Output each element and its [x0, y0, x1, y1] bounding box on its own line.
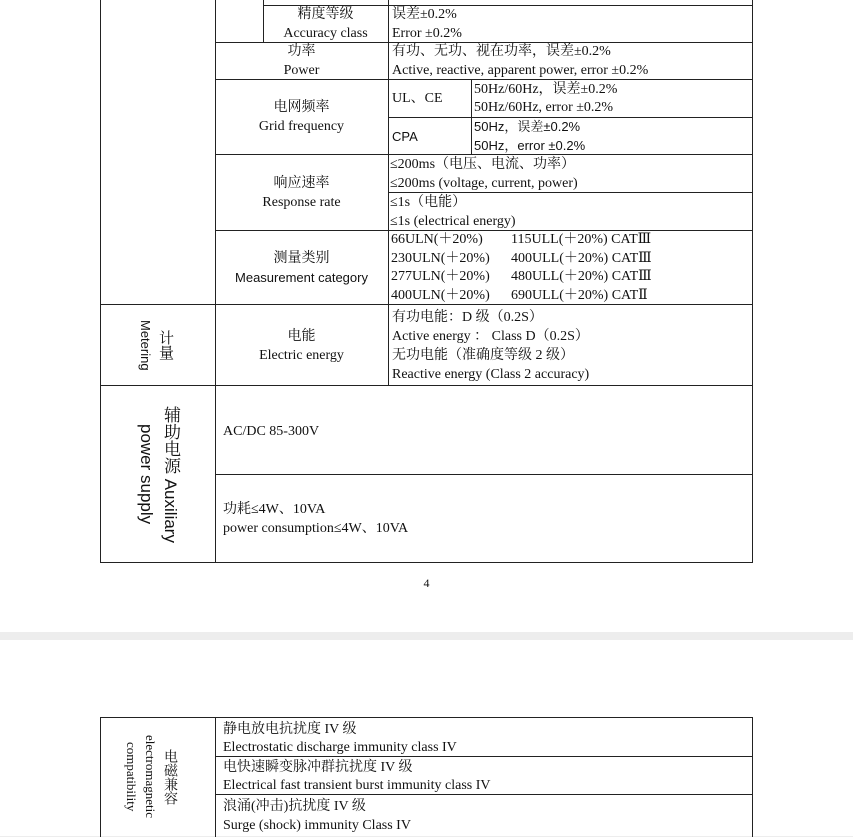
emc-row-en: Electrical fast transient burst immunity class IV — [223, 778, 491, 793]
energy-line: 有功电能：D 级（0.2S） — [392, 310, 543, 325]
metering-section-label — [135, 305, 175, 385]
table-line — [100, 562, 752, 563]
measurement-uln: 400ULN(＋20%) — [391, 288, 490, 303]
grid-label-en: Grid frequency — [258, 119, 345, 134]
energy-line: Reactive energy (Class 2 accuracy) — [392, 367, 590, 382]
emc-row-cn: 浪涌(冲击)抗扰度 IV 级 — [223, 799, 366, 814]
document-page-5 — [0, 640, 853, 836]
table-line — [388, 0, 389, 386]
energy-line: Active energy ： Class D（0.2S） — [392, 329, 589, 344]
accuracy-label-cn: 精度等级 — [297, 7, 354, 22]
power-value-en: Active, reactive, apparent power, error ±0.2% — [392, 63, 649, 78]
emc-row-en: Electrostatic discharge immunity class IV — [223, 740, 457, 755]
table-line — [100, 717, 101, 837]
measurement-label-cn: 测量类别 — [273, 251, 330, 266]
aux-consumption-cn: 功耗≤4W、10VA — [223, 502, 326, 517]
response-v1-cn: ≤200ms（电压、电流、功率） — [390, 157, 576, 172]
emc-row-en: Surge (shock) immunity Class IV — [223, 818, 411, 833]
measurement-ull: 115ULL(＋20%) CATⅢ — [511, 232, 652, 247]
accuracy-label-en: Accuracy class — [283, 26, 368, 41]
grid-cpa-value-en: 50Hz，error ±0.2% — [474, 138, 586, 153]
aux-consumption-en: power consumption≤4W、10VA — [223, 521, 409, 536]
aux-section-label — [128, 386, 188, 562]
emc-section-en2: compatibility — [124, 742, 139, 812]
table-line — [471, 79, 472, 155]
response-label-cn: 响应速率 — [273, 176, 330, 191]
measurement-label-en: Measurement category — [235, 270, 368, 285]
grid-cpa-value-cn: 50Hz，误差±0.2% — [474, 119, 581, 134]
emc-section-label — [122, 718, 179, 836]
table-line — [752, 0, 753, 563]
table-line — [100, 0, 101, 563]
response-v2-en: ≤1s (electrical energy) — [390, 214, 516, 229]
accuracy-value-cn: 误差±0.2% — [392, 7, 457, 22]
emc-section-en1: electromagnetic — [143, 735, 158, 819]
response-label-en: Response rate — [262, 195, 341, 210]
grid-cpa-label: CPA — [392, 129, 418, 144]
table-line — [100, 385, 752, 386]
emc-row-cn: 静电放电抗扰度 IV 级 — [223, 722, 357, 737]
aux-voltage: AC/DC 85-300V — [223, 424, 320, 439]
metering-section-cn: 计量 — [157, 330, 173, 360]
response-v2-cn: ≤1s（电能） — [390, 195, 467, 210]
grid-ul-value-cn: 50Hz/60Hz，误差±0.2% — [474, 82, 618, 97]
energy-line: 无功电能（准确度等级 2 级） — [392, 348, 574, 363]
table-line — [752, 717, 753, 837]
power-label-cn: 功率 — [287, 44, 316, 59]
emc-section-cn: 电磁兼容 — [162, 749, 177, 805]
measurement-uln: 230ULN(＋20%) — [391, 251, 490, 266]
power-value-cn: 有功、无功、视在功率，误差±0.2% — [392, 44, 611, 59]
aux-section-cn: 辅助电源 Auxiliary — [161, 405, 180, 543]
measurement-ull: 400ULL(＋20%) CATⅢ — [511, 251, 652, 266]
metering-section-en: Metering — [138, 319, 153, 371]
energy-label-en: Electric energy — [259, 348, 344, 363]
grid-label-cn: 电网频率 — [273, 100, 330, 115]
aux-section-en: power supply — [137, 423, 156, 525]
emc-row-cn: 电快速瞬变脉冲群抗扰度 IV 级 — [223, 760, 413, 775]
measurement-ull: 690ULL(＋20%) CATⅡ — [511, 288, 648, 303]
accuracy-value-en: Error ±0.2% — [392, 26, 462, 41]
page-number: 4 — [423, 576, 430, 590]
measurement-uln: 66ULN(＋20%) — [391, 232, 483, 247]
grid-ul-label: UL、CE — [392, 91, 443, 106]
measurement-ull: 480ULL(＋20%) CATⅢ — [511, 269, 652, 284]
table-line — [215, 474, 752, 475]
energy-label-cn: 电能 — [287, 329, 316, 344]
table-line — [100, 717, 752, 718]
table-line — [215, 717, 216, 837]
measurement-uln: 277ULN(＋20%) — [391, 269, 490, 284]
response-v1-en: ≤200ms (voltage, current, power) — [390, 176, 578, 191]
grid-ul-value-en: 50Hz/60Hz, error ±0.2% — [474, 100, 614, 115]
power-label-en: Power — [283, 63, 320, 78]
